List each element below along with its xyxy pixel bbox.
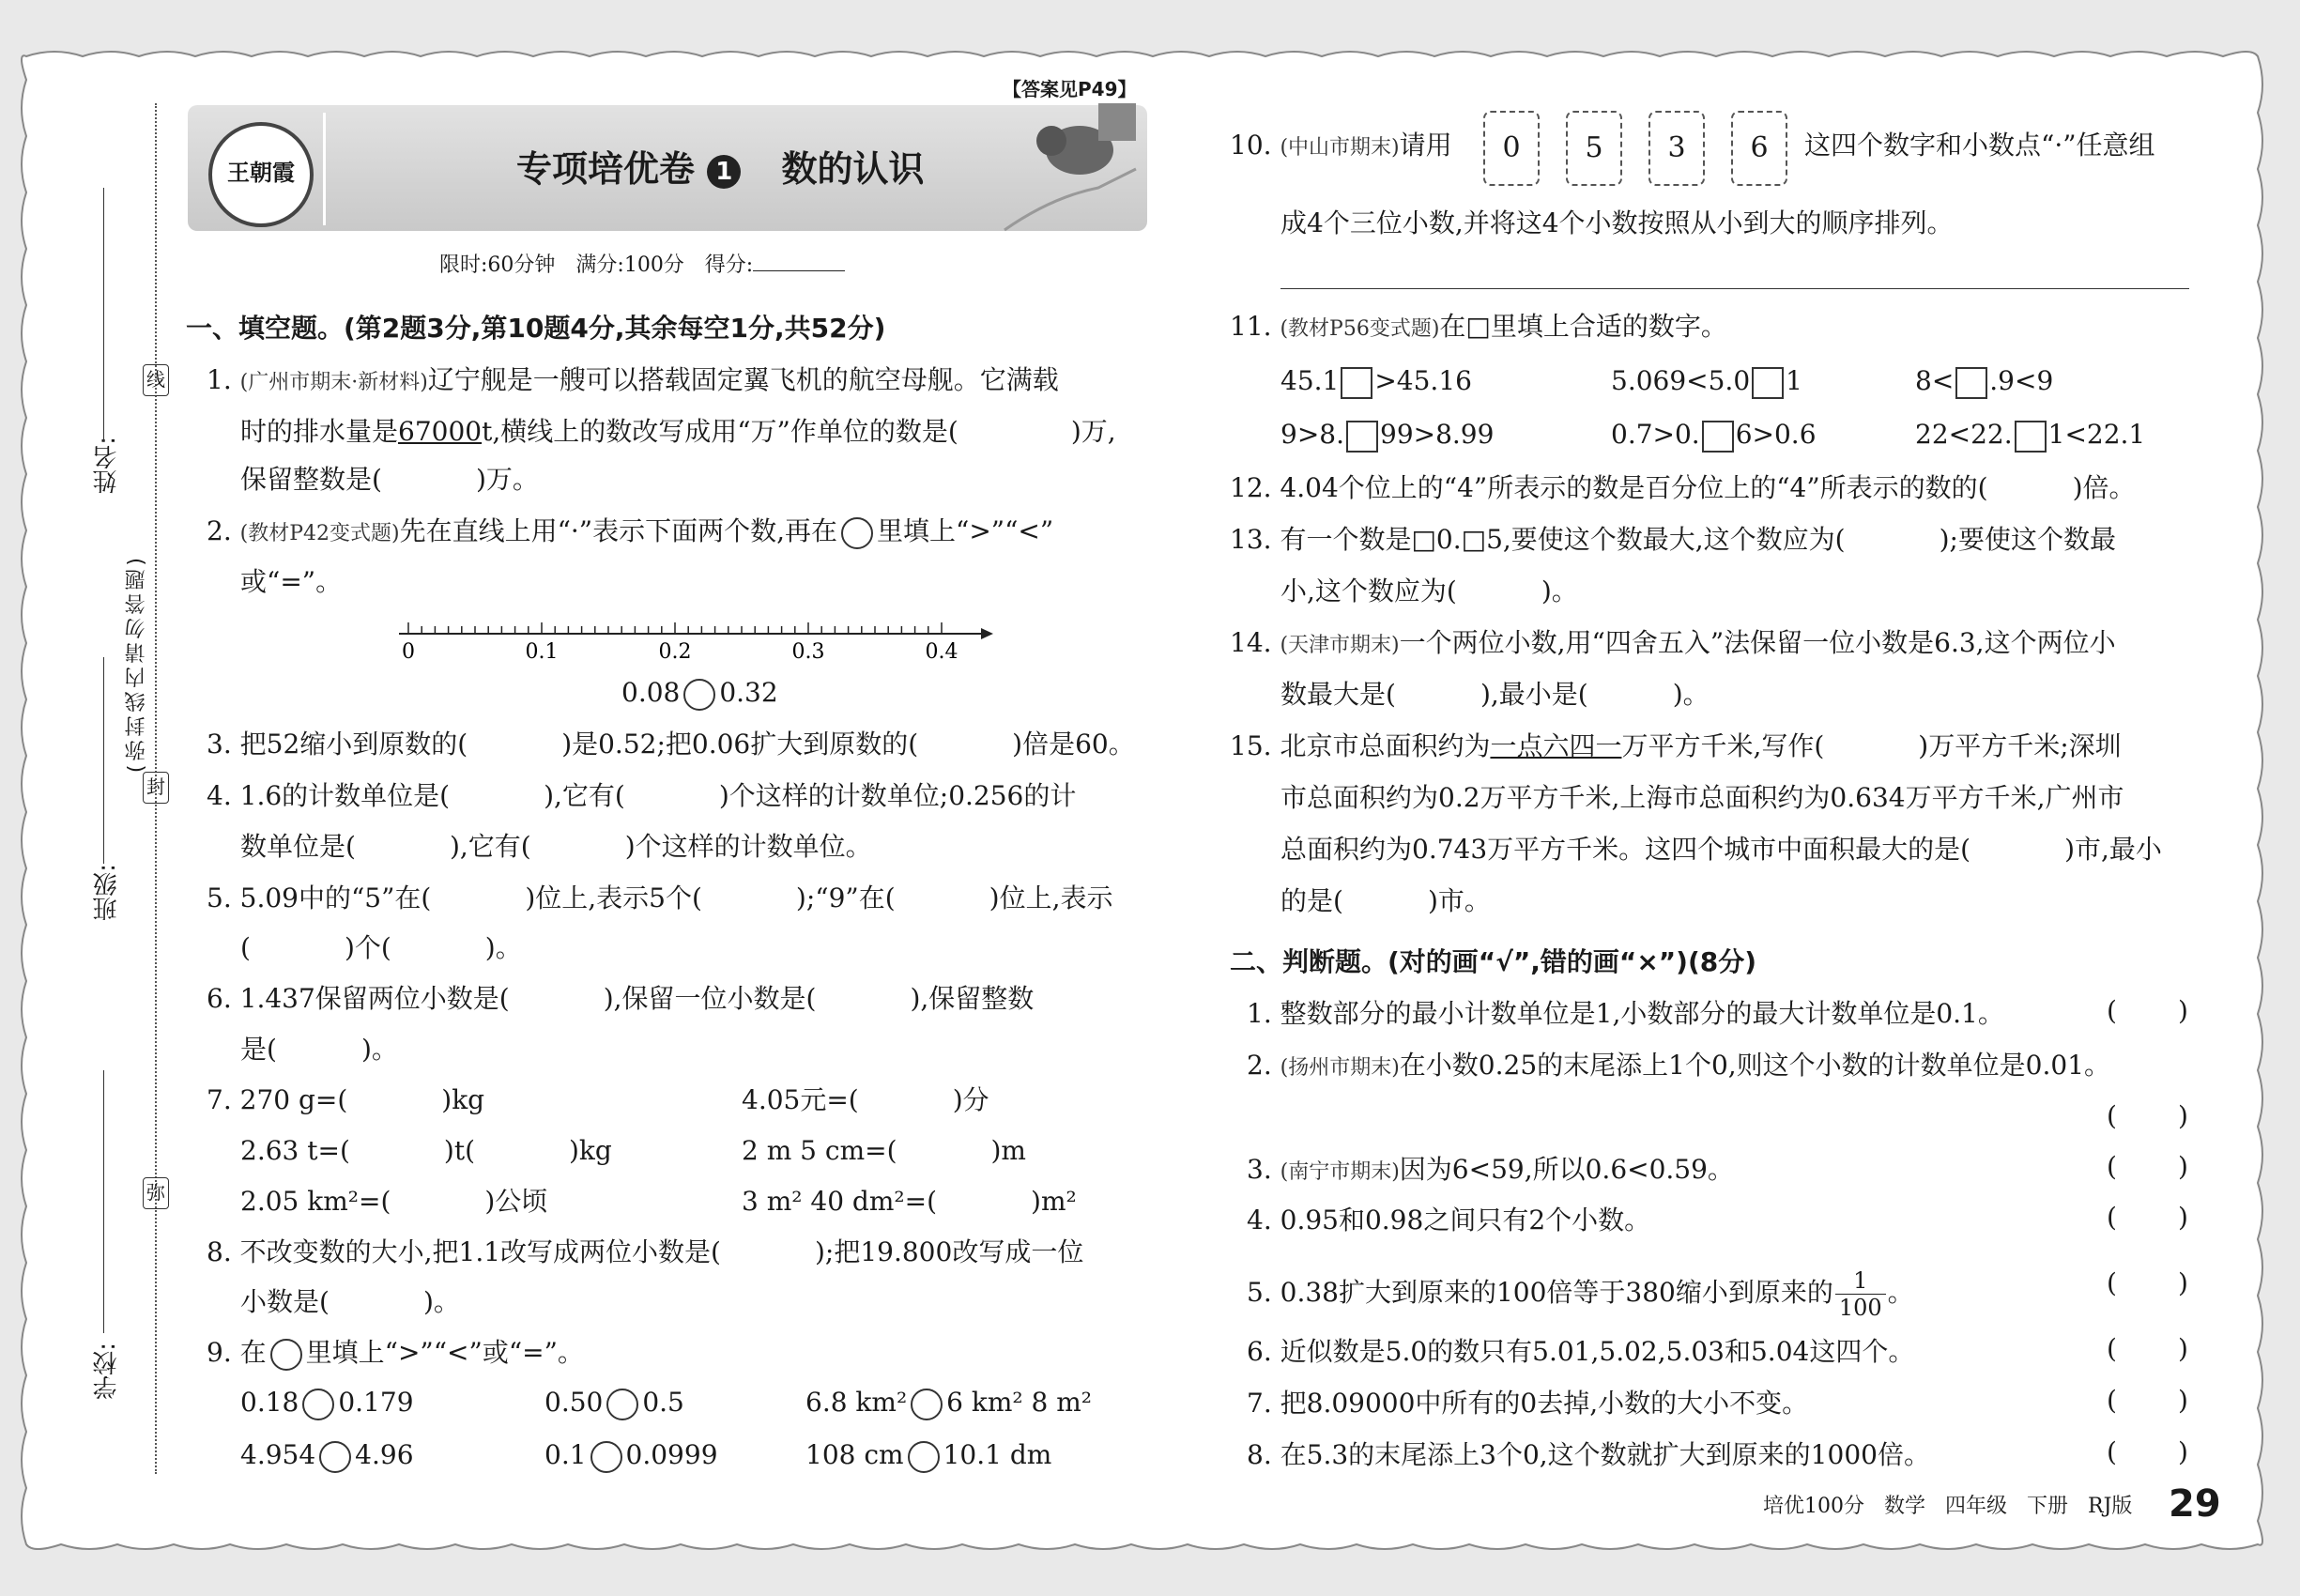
q11-box-4[interactable] [1346, 421, 1378, 453]
q11-item-4: 9>8. 99>8.99 [1280, 416, 1494, 453]
judge-answer-close: ) [2178, 1100, 2188, 1131]
q3-line: 3. 把52缩小到原数的( )是0.52;把0.06扩大到原数的( )倍是60。 [207, 729, 1135, 760]
q2-line1: 2. (教材P42变式题)先在直线上用“·”表示下面两个数,再在 里填上“>”“<” [207, 513, 1053, 553]
q11-box-6[interactable] [2015, 421, 2047, 453]
logo-divider [323, 113, 326, 225]
q9-circle-example [270, 1339, 302, 1371]
q9-circle-2[interactable] [606, 1389, 638, 1420]
q1-underlined-number: 67000 [398, 416, 483, 447]
q9-item-6: 108 cm 10.1 dm [805, 1436, 1051, 1474]
judge-answer-close: ) [2178, 1385, 2188, 1416]
seal-note: (弥封线内请勿答题) [125, 554, 148, 774]
q1-line3: 保留整数是( )万。 [240, 464, 539, 495]
q14-line2: 数最大是( ),最小是( )。 [1280, 679, 1710, 710]
q11-item-3: 8< .9<9 [1915, 362, 2053, 400]
judge-2: 2. (扬州市期末)在小数0.25的末尾添上1个0,则这个小数的计数单位是0.01。 [1247, 1050, 2111, 1081]
q1-line1: 1. (广州市期末·新材料)辽宁舰是一艘可以搭载固定翼飞机的航空母舰。它满载 [207, 364, 1059, 395]
q9-item-2: 0.50 0.5 [544, 1384, 684, 1421]
name-field[interactable] [103, 188, 104, 441]
judge-answer-close: ) [2178, 1151, 2188, 1182]
page-number: 29 [2169, 1482, 2221, 1526]
q2-line2: 或“=”。 [240, 566, 343, 597]
q11-item-2: 5.069<5.0 1 [1611, 362, 1802, 400]
judge-answer-open: ( [2107, 1151, 2117, 1182]
q11-item-6: 22<22. 1<22.1 [1915, 416, 2145, 453]
q9-circle-5[interactable] [590, 1441, 622, 1473]
number-line-label: 0.2 [658, 640, 692, 664]
mark-xian: 线 [143, 364, 169, 396]
q9-item-4: 4.954 4.96 [240, 1436, 414, 1474]
q4-line2: 数单位是( ),它有( )个这样的计数单位。 [240, 831, 872, 862]
q2-compare: 0.08 0.32 [621, 674, 778, 712]
q4-line1: 4. 1.6的计数单位是( ),它有( )个这样的计数单位;0.256的计 [207, 780, 1077, 811]
judge-answer-open: ( [2107, 995, 2117, 1026]
judge-answer-open: ( [2107, 1333, 2117, 1364]
judge-7: 7. 把8.09000中所有的0去掉,小数的大小不变。 [1247, 1388, 1809, 1419]
section1-heading: 一、填空题。(第2题3分,第10题4分,其余每空1分,共52分) [186, 313, 886, 344]
fraction-numerator: 1 [1835, 1267, 1886, 1295]
cartoon-illustration [995, 94, 1155, 235]
q10-line2: 成4个三位小数,并将这4个小数按照从小到大的顺序排列。 [1280, 207, 1954, 238]
judge-answer-open: ( [2107, 1267, 2117, 1298]
q7-r3-left: 2.05 km²=( )公顷 [240, 1186, 548, 1217]
q11-box-5[interactable] [1702, 421, 1734, 453]
q13-line2: 小,这个数应为( )。 [1280, 575, 1578, 606]
q7-r3-right: 3 m² 40 dm²=( )m² [742, 1186, 1077, 1217]
logo-badge [208, 122, 314, 227]
q10-answer-line[interactable] [1280, 288, 2189, 289]
judge-6: 6. 近似数是5.0的数只有5.01,5.02,5.03和5.04这四个。 [1247, 1336, 1915, 1367]
judge-answer-close: ) [2178, 1333, 2188, 1364]
q11-item-5: 0.7>0. 6>0.6 [1611, 416, 1817, 453]
fraction [1835, 1267, 1886, 1321]
judge-4: 4. 0.95和0.98之间只有2个小数。 [1247, 1205, 1651, 1235]
q11-line: 11. (教材P56变式题)在□里填上合适的数字。 [1230, 311, 1727, 342]
q15-line4: 的是( )市。 [1280, 885, 1491, 916]
q12-line: 12. 4.04个位上的“4”所表示的数是百分位上的“4”所表示的数的( )倍。 [1230, 472, 2136, 503]
q2-circle-example [841, 517, 873, 549]
q9-circle-3[interactable] [911, 1389, 943, 1420]
answer-ref: 【答案见P49】 [1003, 78, 1137, 100]
section2-heading: 二、判断题。(对的画“√”,错的画“×”)(8分) [1230, 946, 1757, 977]
q10-line1b: 这四个数字和小数点“·”任意组 [1804, 130, 2155, 161]
number-line-label: 0 [402, 640, 415, 664]
fraction-denominator: 100 [1838, 1295, 1882, 1321]
digit-card-2: 3 [1648, 111, 1705, 186]
number-line-label: 0.3 [791, 640, 825, 664]
digit-card-0: 0 [1483, 111, 1540, 186]
judge-answer-close: ) [2178, 995, 2188, 1026]
q9-circle-4[interactable] [319, 1441, 351, 1473]
banner-title: 专项培优卷 1 数的认识 [516, 148, 925, 190]
judge-answer-open: ( [2107, 1202, 2117, 1233]
judge-1: 1. 整数部分的最小计数单位是1,小数部分的最大计数单位是0.1。 [1247, 998, 2004, 1029]
judge-5: 5. 0.38扩大到原来的100倍等于380缩小到原来的 $\frac{1}{100}$ 。 [1247, 1267, 1914, 1321]
score-blank[interactable] [753, 270, 845, 271]
time-score-line: 限时:60分钟 满分:100分 得分: [439, 247, 845, 284]
judge-answer-close: ) [2178, 1267, 2188, 1298]
q15-line3: 总面积约为0.743万平方千米。这四个城市中面积最大的是( )市,最小 [1280, 834, 2162, 865]
q9-line1: 9. 在 里填上“>”“<”或“=”。 [207, 1334, 584, 1372]
logo-text: 王朝霞 [227, 159, 295, 186]
footer-info: 培优100分 数学 四年级 下册 RJ版 [1763, 1495, 2133, 1518]
q9-item-3: 6.8 km² 6 km² 8 m² [805, 1384, 1092, 1421]
q8-line2: 小数是( )。 [240, 1286, 460, 1317]
q10-line1: 10. (中山市期末)请用 [1230, 130, 1452, 161]
q7-r1-left: 7. 270 g=( )kg [207, 1084, 485, 1115]
judge-answer-open: ( [2107, 1436, 2117, 1467]
q9-circle-6[interactable] [908, 1441, 940, 1473]
q9-item-5: 0.1 0.0999 [544, 1436, 718, 1474]
judge-answer-close: ) [2178, 1202, 2188, 1233]
mark-feng: 封 [143, 772, 169, 804]
q9-circle-1[interactable] [302, 1389, 334, 1420]
q8-line1: 8. 不改变数的大小,把1.1改写成两位小数是( );把19.800改写成一位 [207, 1236, 1084, 1267]
q7-r2-left: 2.63 t=( )t( )kg [240, 1135, 612, 1166]
q5-line2: ( )个( )。 [240, 932, 522, 963]
judge-answer-open: ( [2107, 1385, 2117, 1416]
q7-r2-right: 2 m 5 cm=( )m [742, 1135, 1026, 1166]
q15-line1: 15. 北京市总面积约为一点六四一万平方千米,写作( )万平方千米;深圳 [1230, 730, 2122, 761]
class-label: 班级: [93, 864, 121, 921]
q11-box-3[interactable] [1955, 367, 1987, 399]
school-label: 学校: [93, 1343, 121, 1400]
digit-card-3: 6 [1731, 111, 1787, 186]
number-line[interactable] [394, 615, 995, 671]
judge-answer-close: ) [2178, 1436, 2188, 1467]
q2-compare-circle[interactable] [683, 679, 715, 711]
title-number-badge: 1 [707, 155, 741, 189]
q6-line1: 6. 1.437保留两位小数是( ),保留一位小数是( ),保留整数 [207, 983, 1035, 1014]
q11-item-1: 45.1 >45.16 [1280, 362, 1472, 400]
q9-item-1: 0.18 0.179 [240, 1384, 414, 1421]
judge-8: 8. 在5.3的末尾添上3个0,这个数就扩大到原来的1000倍。 [1247, 1439, 1930, 1470]
q1-line2: 时的排水量是67000t,横线上的数改写成用“万”作单位的数是( )万, [240, 416, 1116, 447]
name-label: 姓名: [93, 437, 121, 494]
class-field[interactable] [103, 657, 104, 864]
q5-line1: 5. 5.09中的“5”在( )位上,表示5个( );“9”在( )位上,表示 [207, 882, 1113, 913]
q7-r1-right: 4.05元=( )分 [742, 1084, 989, 1115]
judge-3: 3. (南宁市期末)因为6<59,所以0.6<0.59。 [1247, 1154, 1734, 1185]
q15-line2: 市总面积约为0.2万平方千米,上海市总面积约为0.634万平方千米,广州市 [1280, 782, 2124, 813]
number-line-label: 0.4 [925, 640, 958, 664]
mark-mi: 弥 [143, 1177, 169, 1209]
q15-underlined: 一点六四一 [1490, 730, 1622, 761]
q11-box-1[interactable] [1341, 367, 1372, 399]
school-field[interactable] [103, 1070, 104, 1333]
number-line-label: 0.1 [525, 640, 559, 664]
digit-card-1: 5 [1566, 111, 1622, 186]
number-line-arrow [981, 628, 993, 639]
q13-line1: 13. 有一个数是□0.□5,要使这个数最大,这个数应为( );要使这个数最 [1230, 524, 2116, 555]
judge-answer-open: ( [2107, 1100, 2117, 1131]
q6-line2: 是( )。 [240, 1034, 398, 1065]
q14-line1: 14. (天津市期末)一个两位小数,用“四舍五入”法保留一位小数是6.3,这个两位小 [1230, 627, 2116, 658]
q11-box-2[interactable] [1752, 367, 1784, 399]
